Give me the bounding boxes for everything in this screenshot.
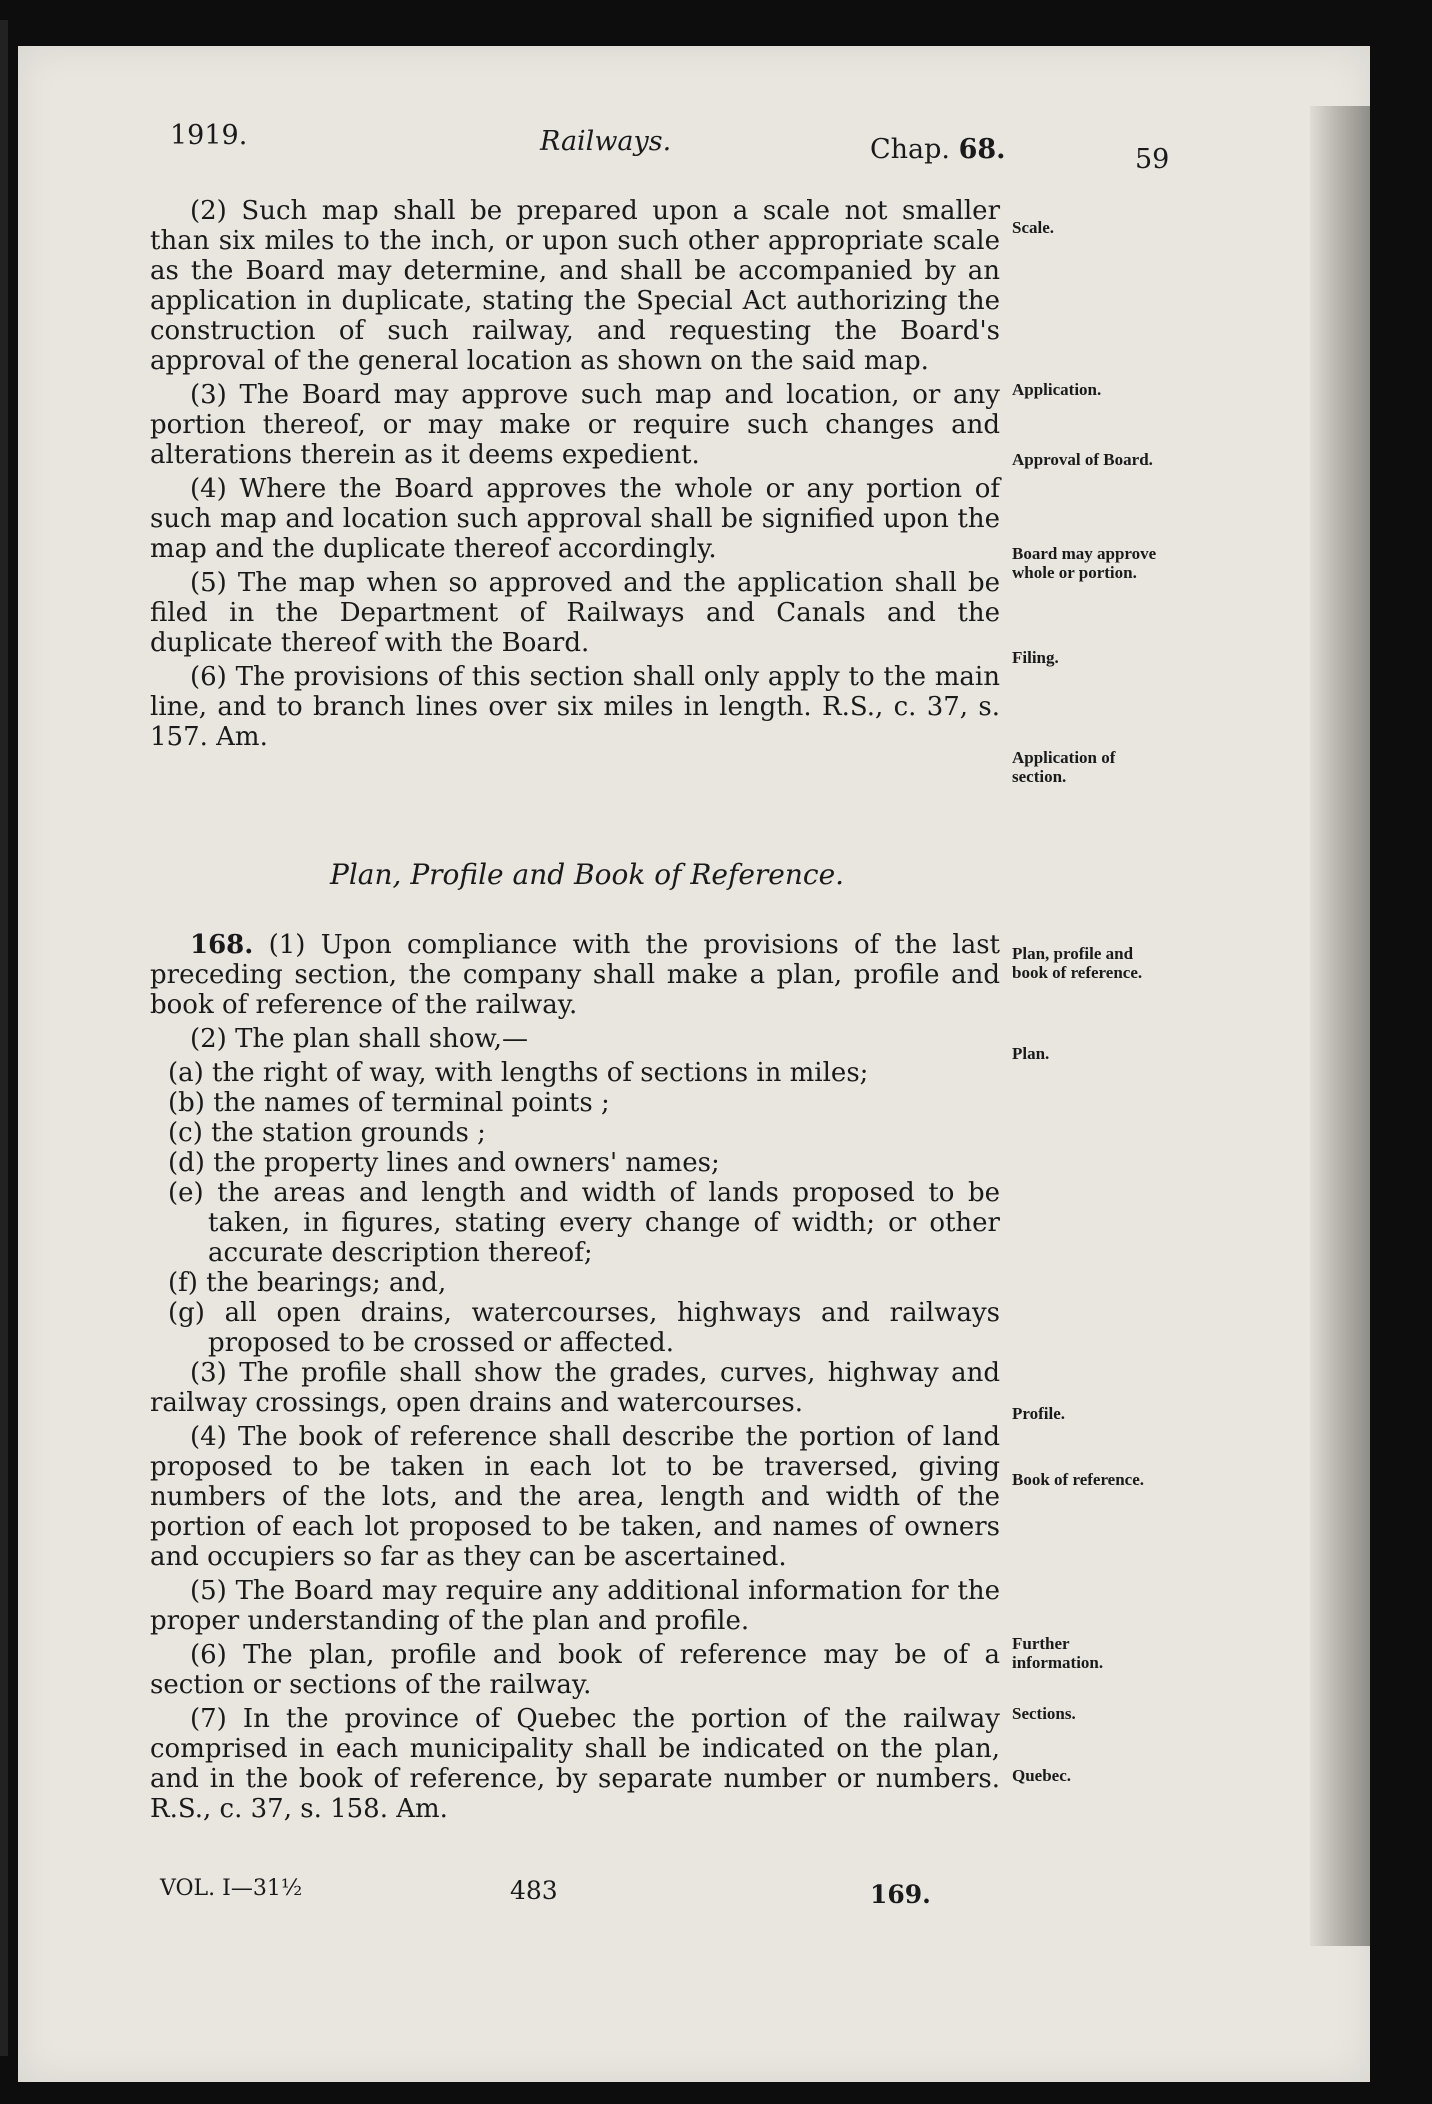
paragraph: (5) The map when so approved and the application shall be filed in the Department of Railways and Canals and the duplicate thereof with the Board.	[150, 568, 1000, 658]
page-footer	[150, 1876, 1000, 1916]
paragraph: (6) The plan, profile and book of reference may be of a section or sections of the railway.	[150, 1640, 1000, 1700]
margin-note-further: Further information.	[1012, 1634, 1104, 1672]
margin-note-approval: Approval of Board.	[1012, 450, 1153, 469]
paragraph: (4) The book of reference shall describe the portion of land proposed to be taken in each lot to be traversed, giving numbers of the lots, and the area, length and width of the portion of each lot proposed to be taken, and names of owners and occupiers so far as they can be ascertained.	[150, 1422, 1000, 1572]
paragraph: (6) The provisions of this section shall only apply to the main line, and to branch lines over six miles in length. R.S., c. 37, s. 157. Am.	[150, 662, 1000, 752]
catchword: 169.	[870, 1880, 931, 1909]
margin-note-plan: Plan.	[1012, 1044, 1050, 1063]
header-title: Railways.	[540, 126, 672, 157]
margin-note-book-reference: Book of reference.	[1012, 1470, 1145, 1489]
footer-number: 483	[510, 1876, 558, 1905]
page-edge	[1310, 106, 1370, 1946]
section-intro	[150, 930, 1000, 1020]
section-heading: Plan, Profile and Book of Reference.	[330, 858, 845, 891]
margin-note-sections: Sections.	[1012, 1704, 1076, 1723]
paragraph: (4) Where the Board approves the whole or any portion of such map and location such approval shall be signified upon the map and the duplicate thereof accordingly.	[150, 474, 1000, 564]
chapter-label: Chap.	[870, 134, 951, 165]
header-year: 1919.	[170, 120, 248, 151]
plan-item: (b) the names of terminal points ;	[168, 1088, 610, 1118]
plan-item: (d) the property lines and owners' names;	[168, 1148, 720, 1178]
chapter-number: 68.	[958, 134, 1006, 165]
plan-item: (c) the station grounds ;	[168, 1118, 486, 1148]
plan-item: (e) the areas and length and width of lands proposed to be taken, in figures, stating every change of width; or other accurate description thereof;	[168, 1178, 1000, 1268]
margin-note-application-section: Application of section.	[1012, 748, 1116, 786]
plan-item: (a) the right of way, with lengths of sections in miles;	[168, 1058, 869, 1088]
binding-shadow	[0, 20, 8, 2056]
margin-note-filing: Filing.	[1012, 648, 1059, 667]
plan-item: (g) all open drains, watercourses, highways and railways proposed to be crossed or affected.	[168, 1298, 1000, 1358]
paragraph: (5) The Board may require any additional information for the proper understanding of the plan and profile.	[150, 1576, 1000, 1636]
paragraph: (3) The Board may approve such map and location, or any portion thereof, or may make or require such changes and alterations therein as it deems expedient.	[150, 380, 1000, 470]
page-header	[170, 100, 1170, 175]
margin-note-quebec: Quebec.	[1012, 1766, 1072, 1785]
paragraph: (7) In the province of Quebec the portion of the railway comprised in each municipality shall be indicated on the plan, and in the book of reference, by separate number or numbers. R.S., c. 37, s. 158. Am.	[150, 1704, 1000, 1824]
plan-item: (f) the bearings; and,	[168, 1268, 447, 1298]
section-intro-text: (1) Upon compliance with the provisions of the last preceding section, the company shall make a plan, profile and book of reference of the railway.	[150, 930, 1000, 1020]
paragraph: (2) Such map shall be prepared upon a scale not smaller than six miles to the inch, or upon such other appropriate scale as the Board may determine, and shall be accompanied by an application in duplicate, stating the Special Act authorizing the construction of such railway, and requesting the Board's approval of the general location as shown on the said map.	[150, 196, 1000, 376]
section-167-continuation	[150, 196, 1000, 756]
section-168	[150, 930, 1000, 1828]
paragraph: (3) The profile shall show the grades, curves, highway and railway crossings, open drains and watercourses.	[150, 1358, 1000, 1418]
plan-intro: (2) The plan shall show,—	[190, 1024, 528, 1054]
margin-note-profile: Profile.	[1012, 1404, 1066, 1423]
margin-note-board-may: Board may approve whole or portion.	[1012, 544, 1157, 582]
section-number: 168.	[190, 930, 254, 960]
margin-note-application: Application.	[1012, 380, 1102, 399]
margin-note-plan-profile: Plan, profile and book of reference.	[1012, 944, 1143, 982]
volume-signature: VOL. I—31½	[160, 1876, 303, 1901]
margin-note-scale: Scale.	[1012, 218, 1055, 237]
header-chapter	[870, 134, 1006, 165]
page-number: 59	[1135, 144, 1170, 175]
